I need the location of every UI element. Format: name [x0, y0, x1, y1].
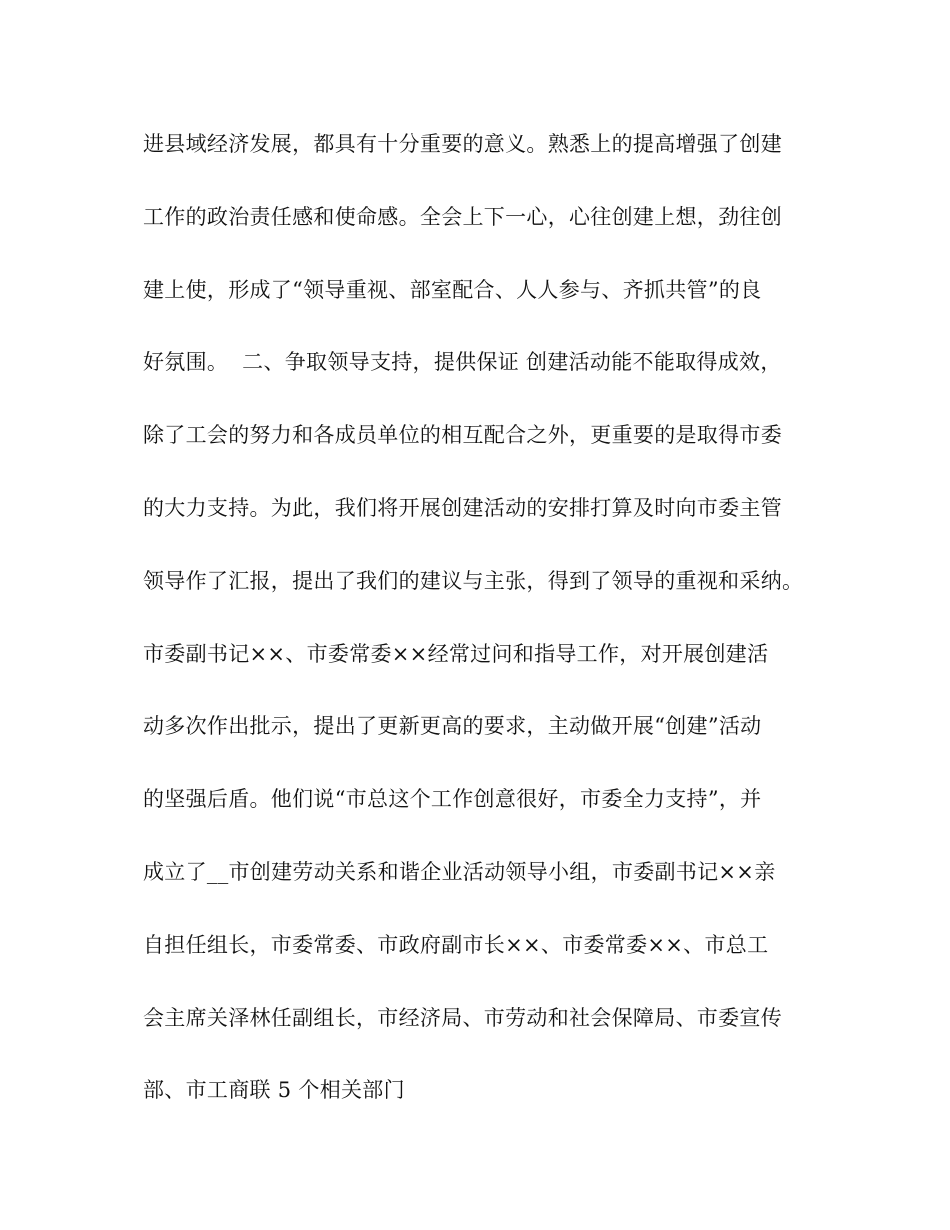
text-line: 会主席关泽林任副组长，市经济局、市劳动和社会保障局、市委宣传: [143, 1005, 782, 1030]
text-line: 动多次作出批示，提出了更新更高的要求，主动做开展“创建”活动: [143, 714, 762, 739]
text-line: 好氛围。 二、争取领导支持，提供保证 创建活动能不能取得成效，: [143, 350, 782, 375]
text-line: 领导作了汇报，提出了我们的建议与主张，得到了领导的重视和采纳。: [143, 568, 804, 593]
text-line: 的坚强后盾。他们说“市总这个工作创意很好，市委全力支持”，并: [143, 787, 762, 812]
text-line: 部、市工商联 5 个相关部门: [143, 1078, 405, 1103]
text-line: 工作的政治责任感和使命感。全会上下一心，心往创建上想，劲往创: [143, 204, 782, 229]
text-line: 除了工会的努力和各成员单位的相互配合之外，更重要的是取得市委: [143, 423, 782, 448]
text-line: 市委副书记××、市委常委××经常过问和指导工作，对开展创建活: [143, 641, 769, 666]
text-line: 建上使，形成了“领导重视、部室配合、人人参与、齐抓共管”的良: [143, 277, 762, 302]
text-line: 自担任组长，市委常委、市政府副市长××、市委常委××、市总工: [143, 932, 769, 957]
text-line: 进县域经济发展，都具有十分重要的意义。熟悉上的提高增强了创建: [143, 132, 782, 156]
body-text: [143, 126, 823, 1145]
text-line: 的大力支持。为此，我们将开展创建活动的安排打算及时向市委主管: [143, 495, 782, 520]
text-line: 成立了__市创建劳动关系和谐企业活动领导小组，市委副书记××亲: [143, 859, 776, 884]
